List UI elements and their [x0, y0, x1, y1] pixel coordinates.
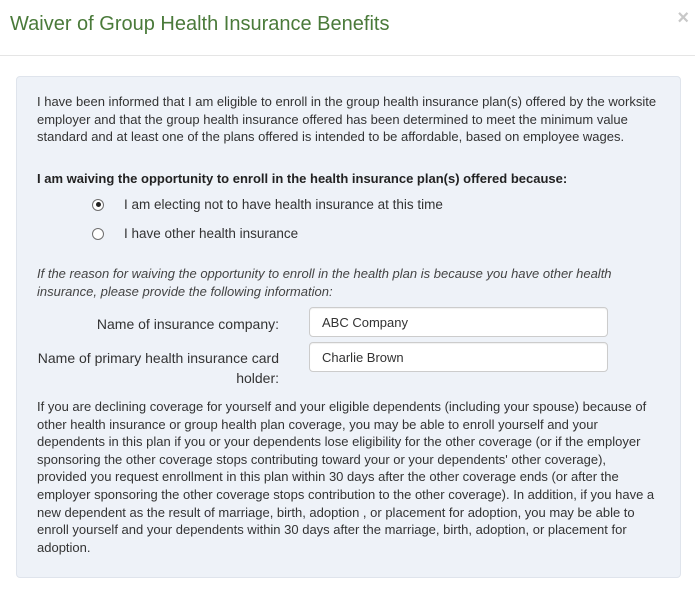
radio-option-other-insurance[interactable]	[92, 223, 298, 243]
radio-option-no-insurance[interactable]	[92, 194, 443, 214]
waiver-panel	[16, 76, 681, 578]
radio-option-label: I am electing not to have health insurance at this time	[124, 196, 443, 212]
eligibility-statement: I have been informed that I am eligible to enroll in the group health insurance plan(s) offered by the worksite employer and that the group health insurance offered has been determined to meet the minimum value standard and at least one of the plans offered is intended to be affordable, based on employee wages.	[37, 94, 657, 145]
modal-header	[0, 0, 695, 56]
other-insurance-note: If the reason for waiving the opportunity to enroll in the health plan is because you have other health insurance, please provide the following information:	[37, 266, 612, 299]
card-holder-label: Name of primary health insurance card holder:	[37, 350, 279, 386]
card-holder-input[interactable]	[309, 342, 608, 372]
insurance-company-label: Name of insurance company:	[96, 316, 279, 332]
radio-button[interactable]	[92, 228, 104, 240]
radio-button-selected[interactable]	[92, 199, 104, 211]
special-enrollment-disclaimer: If you are declining coverage for yourself and your eligible dependents (including your spouse) because of other health insurance or group health plan coverage, you may be able to enroll yourself and your dependents in this plan if you or your dependents lose eligibility for the other coverage (or if the employer sponsoring the other coverage stops contributing toward your or your dependents' other coverage), provided you request enrollment in this plan within 30 days after the other coverage ends (or after the employer sponsoring the other coverage stops contribution to the other coverage). In addition, if you have a new dependent as the result of marriage, birth, adoption , or placement for adoption, you may be able to enroll yourself and your dependents within 30 days after the marriage, birth, adoption, or placement for adoption.	[37, 399, 655, 555]
insurance-company-input[interactable]	[309, 307, 608, 337]
close-icon[interactable]: ×	[677, 7, 689, 29]
modal-title: Waiver of Group Health Insurance Benefits	[10, 13, 390, 35]
radio-option-label: I have other health insurance	[124, 225, 299, 241]
waive-reason-heading: I am waiving the opportunity to enroll in the health insurance plan(s) offered because:	[37, 171, 568, 186]
